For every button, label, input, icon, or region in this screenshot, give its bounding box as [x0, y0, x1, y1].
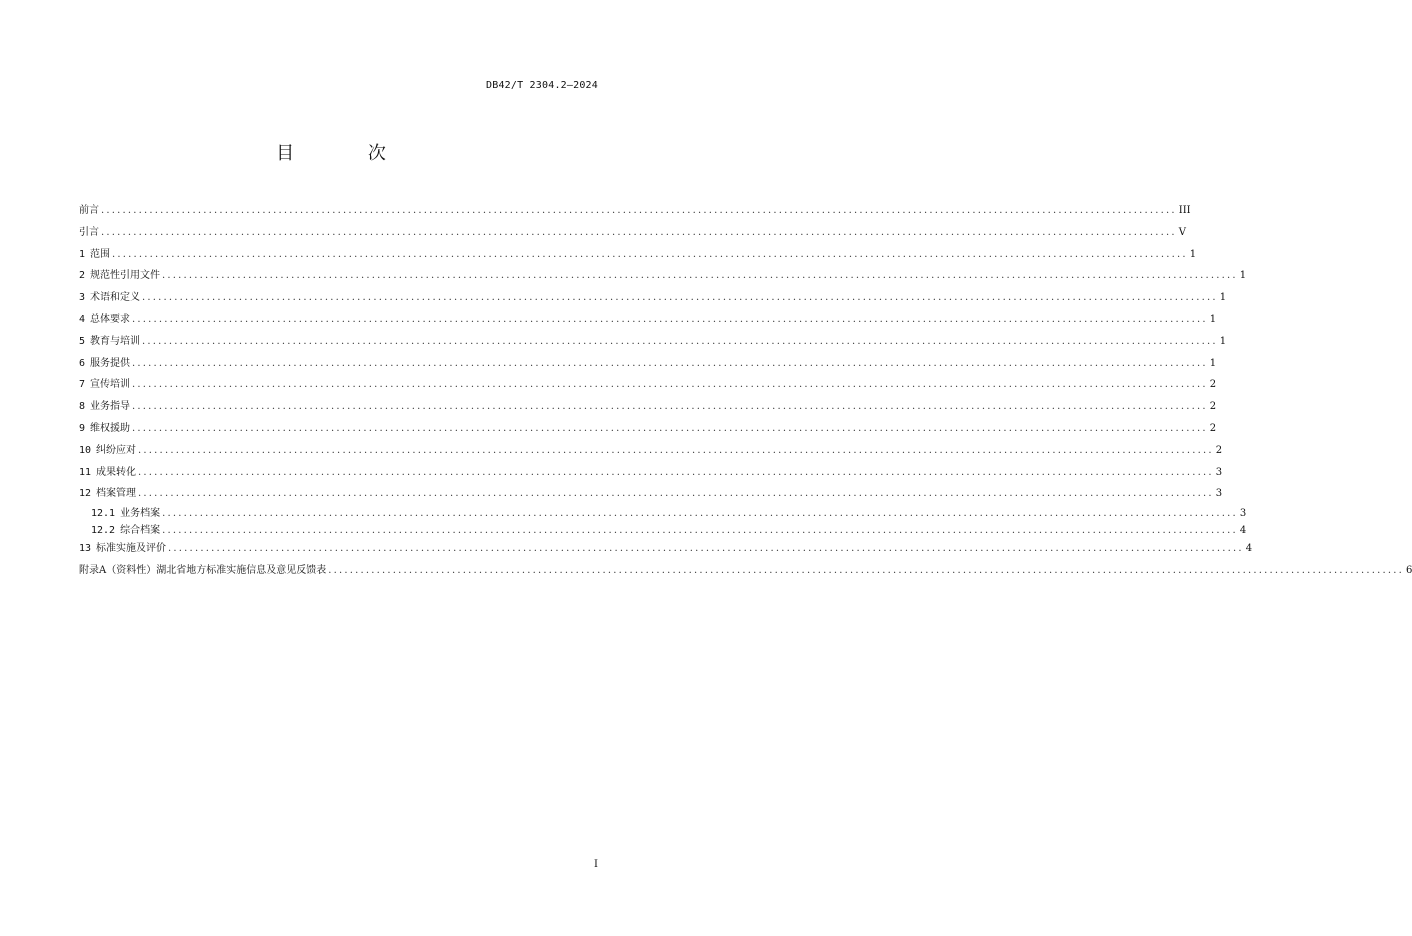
toc-entry[interactable]: [79, 483, 1223, 505]
toc-entry-label: 前言: [79, 205, 99, 216]
toc-leader: ........................................................................................................................................................................................................: [138, 444, 1214, 456]
toc-entry-label: 维权援助: [90, 422, 131, 434]
toc-subentry[interactable]: [79, 505, 1247, 523]
toc-entry[interactable]: [79, 331, 1227, 353]
toc-leader: ........................................................................................................................................................................................................: [142, 335, 1218, 347]
toc-entry-page: 1: [1209, 313, 1217, 325]
toc-leader: ........................................................................................................................................................................................................: [328, 564, 1404, 576]
toc-leader: ........................................................................................................................................................................................................: [132, 401, 1208, 413]
toc-leader: ........................................................................................................................................................................................................: [138, 466, 1214, 478]
toc-entry-number: 10: [79, 444, 92, 456]
toc-entry-page: 3: [1215, 488, 1223, 500]
toc-entry-label: 总体要求: [90, 313, 131, 325]
toc-entry-label: 纠纷应对: [96, 444, 137, 456]
toc-entry[interactable]: [79, 560, 1412, 582]
toc-entry[interactable]: [79, 462, 1223, 484]
toc-entry-label: 档案管理: [96, 488, 137, 500]
toc-entry-number: 1: [79, 248, 86, 260]
toc-subentry[interactable]: [79, 523, 1247, 538]
toc-entry-number: 12: [79, 488, 92, 500]
toc-entry-page: 1: [1219, 292, 1227, 304]
toc-entry-label: 教育与培训: [90, 335, 141, 347]
page-number: I: [594, 859, 598, 870]
toc-entry-number: 6: [79, 357, 86, 369]
toc-entry-number: 12.1: [91, 508, 116, 520]
toc-leader: ........................................................................................................................................................................................................: [162, 270, 1238, 282]
toc-leader: ........................................................................................................................................................................................................: [132, 422, 1208, 434]
toc-entry-page: 4: [1239, 525, 1247, 537]
toc-entry[interactable]: [79, 200, 1191, 222]
toc-leader: ........................................................................................................................................................................................................: [101, 226, 1177, 238]
toc-leader: ........................................................................................................................................................................................................: [112, 248, 1188, 260]
toc-entry-label: 业务档案: [120, 508, 161, 520]
toc-entry-label: 范围: [90, 248, 111, 260]
toc-entry-label: 宣传培训: [90, 379, 131, 391]
toc-entry-page: 1: [1219, 335, 1227, 347]
toc-entry-page: 4: [1245, 543, 1253, 555]
toc-entry-page: 3: [1215, 466, 1223, 478]
toc-entry-label: 附录A（资料性）湖北省地方标准实施信息及意见反馈表: [79, 564, 327, 576]
toc-entry-number: 2: [79, 270, 86, 282]
toc-entry-label: 规范性引用文件: [90, 270, 161, 282]
toc-entry[interactable]: [79, 353, 1217, 375]
toc-entry-page: 2: [1209, 422, 1217, 434]
toc-leader: ........................................................................................................................................................................................................: [132, 313, 1208, 325]
toc-list: [79, 200, 1412, 582]
toc-entry-label: 综合档案: [120, 525, 161, 537]
toc-leader: ........................................................................................................................................................................................................: [168, 543, 1244, 555]
document-code: DB42/T 2304.2—2024: [486, 80, 598, 91]
toc-entry-page: V: [1178, 226, 1186, 238]
toc-entry-number: 12.2: [91, 525, 116, 537]
toc-leader: ........................................................................................................................................................................................................: [142, 292, 1218, 304]
toc-leader: ........................................................................................................................................................................................................: [101, 205, 1177, 216]
toc-entry-label: 成果转化: [96, 466, 137, 478]
toc-leader: ........................................................................................................................................................................................................: [132, 357, 1208, 369]
toc-title: 目 次: [276, 143, 420, 164]
toc-entry-page: 2: [1209, 379, 1217, 391]
toc-entry-page: 1: [1189, 248, 1197, 260]
toc-entry-number: 7: [79, 379, 86, 391]
toc-entry[interactable]: [79, 222, 1186, 244]
toc-entry-number: 5: [79, 335, 86, 347]
toc-entry[interactable]: [79, 418, 1217, 440]
toc-entry-label: 服务提供: [90, 357, 131, 369]
toc-entry-number: 3: [79, 292, 86, 304]
toc-entry-page: 2: [1209, 401, 1217, 413]
toc-entry-label: 引言: [79, 226, 99, 238]
toc-entry[interactable]: [79, 374, 1217, 396]
toc-leader: ........................................................................................................................................................................................................: [138, 488, 1214, 500]
toc-leader: ........................................................................................................................................................................................................: [132, 379, 1208, 391]
toc-entry[interactable]: [79, 244, 1197, 266]
toc-entry-page: 1: [1209, 357, 1217, 369]
toc-leader: ........................................................................................................................................................................................................: [162, 525, 1238, 537]
toc-entry-page: 6: [1405, 564, 1412, 576]
toc-entry-number: 4: [79, 313, 86, 325]
toc-leader: ........................................................................................................................................................................................................: [162, 508, 1238, 520]
toc-entry-label: 标准实施及评价: [96, 543, 167, 555]
toc-entry-number: 13: [79, 543, 92, 555]
toc-entry-label: 术语和定义: [90, 292, 141, 304]
toc-entry-number: 9: [79, 422, 86, 434]
toc-entry[interactable]: [79, 265, 1247, 287]
toc-entry[interactable]: [79, 309, 1217, 331]
toc-entry-number: 8: [79, 401, 86, 413]
toc-entry[interactable]: [79, 287, 1227, 309]
toc-entry-label: 业务指导: [90, 401, 131, 413]
toc-entry[interactable]: [79, 538, 1253, 560]
toc-entry[interactable]: [79, 396, 1217, 418]
toc-entry-number: 11: [79, 466, 92, 478]
toc-entry-page: 1: [1239, 270, 1247, 282]
toc-entry-page: 3: [1239, 508, 1247, 520]
toc-entry-page: III: [1178, 205, 1191, 216]
toc-entry[interactable]: [79, 440, 1223, 462]
toc-entry-page: 2: [1215, 444, 1223, 456]
